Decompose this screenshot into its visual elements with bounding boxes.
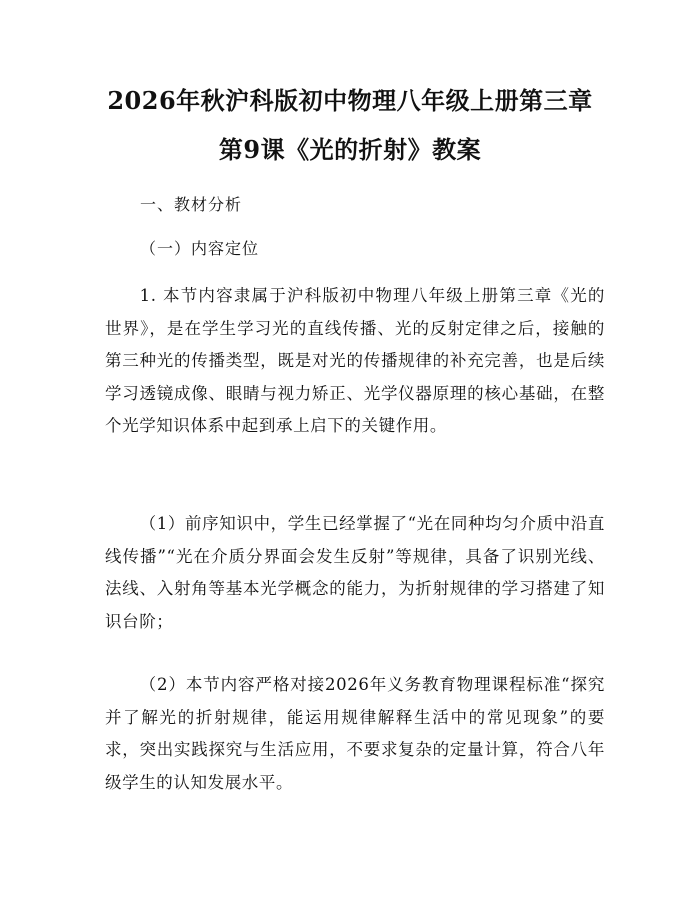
paragraph-prior-knowledge: （1）前序知识中，学生已经掌握了“光在同种均匀介质中沿直线传播”“光在介质分界面会发生反射”等规律，具备了识别光线、法线、入射角等基本光学概念的能力，为折射规律的学习搭建了知识台阶；	[105, 514, 605, 631]
section-heading-textbook-analysis: 一、教材分析	[140, 195, 243, 214]
paragraph-content-position: 1. 本节内容隶属于沪科版初中物理八年级上册第三章《光的世界》，是在学生学习光的直线传播、光的反射定律之后，接触的第三种光的传播类型，既是对光的传播规律的补充完善，也是后续学习透镜成像、眼睛与视力矫正、光学仪器原理的核心基础，在整个光学知识体系中起到承上启下的关键作用。	[105, 286, 605, 435]
document-title-line-1: 2026年秋沪科版初中物理八年级上册第三章	[107, 86, 593, 115]
paragraph-curriculum-standard: （2）本节内容严格对接2026年义务教育物理课程标准“探究并了解光的折射规律，能运用规律解释生活中的常见现象”的要求，突出实践探究与生活应用，不要求复杂的定量计算，符合八年级学生的认知发展水平。	[105, 675, 605, 792]
subsection-heading-content-positioning: （一）内容定位	[140, 239, 260, 258]
document-title-line-2: 第9课《光的折射》教案	[218, 135, 482, 164]
